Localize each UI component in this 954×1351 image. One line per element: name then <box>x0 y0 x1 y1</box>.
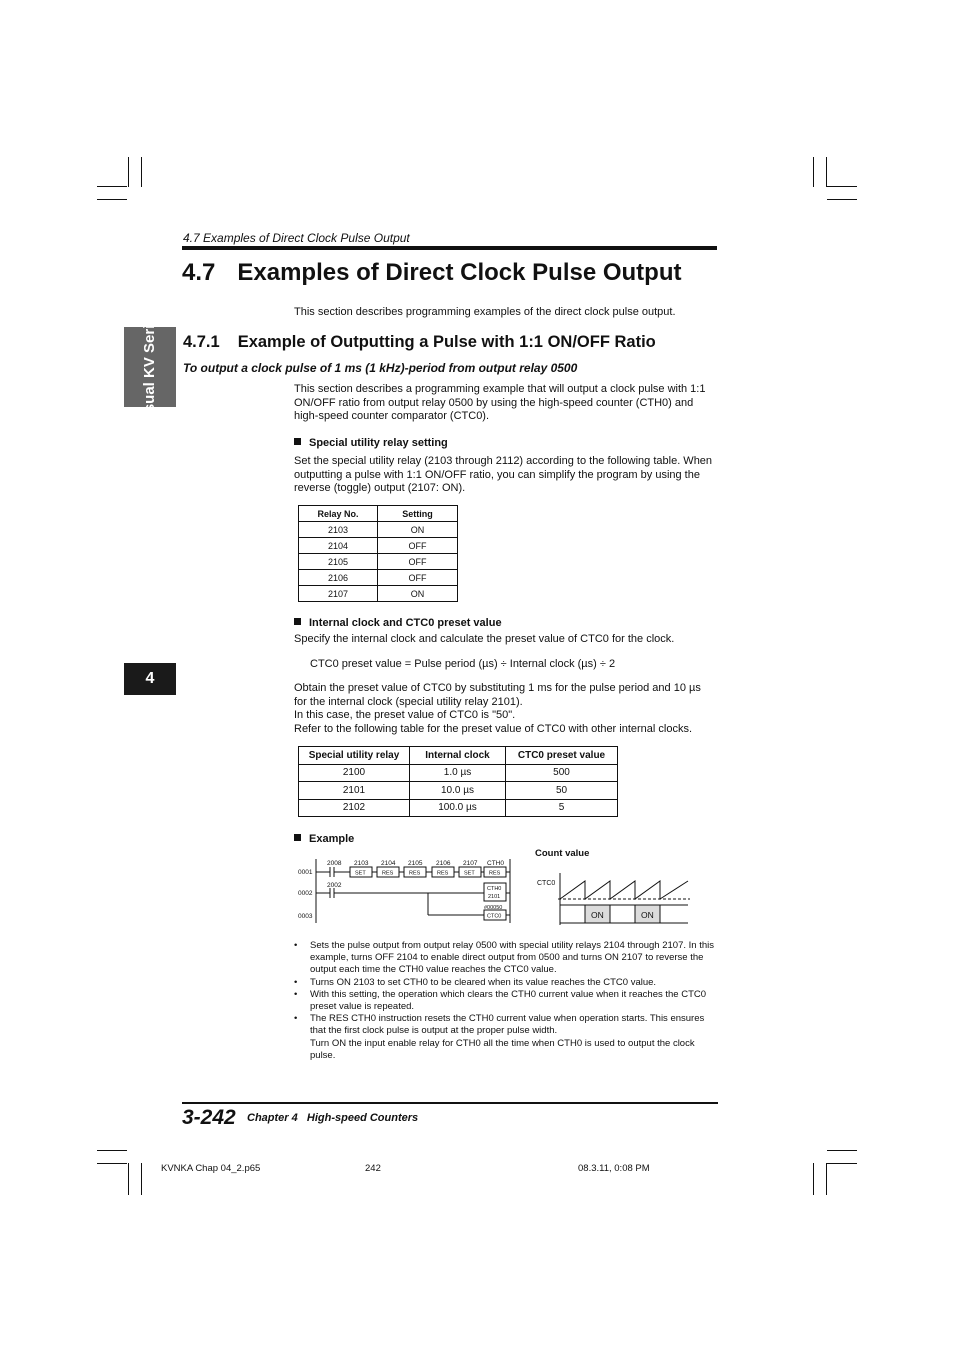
table-header: Internal clock <box>410 747 506 765</box>
footer-rule <box>182 1102 718 1104</box>
table-cell: 50 <box>506 782 618 800</box>
coil-device: 2103 <box>354 860 369 867</box>
section-number: 4.7 <box>182 259 216 286</box>
relay-setting-text: Set the special utility relay (2103 through 2112) according to the following table. When outputting a pulse with 1:1 ON/OFF ratio, you can simplify the program by using the reverse (toggle) output (2107: ON). <box>294 455 713 495</box>
crop-mark <box>128 1163 129 1195</box>
crop-mark <box>97 1150 127 1151</box>
table-cell: 2105 <box>299 554 378 570</box>
contact-label: 2008 <box>327 860 342 867</box>
relay-setting-heading <box>294 437 448 449</box>
table-row <box>299 782 618 800</box>
crop-mark <box>826 157 827 187</box>
clock-table <box>298 746 618 817</box>
counter-clock: 2101 <box>488 894 501 900</box>
slug-date: 08.3.11, 0:08 PM <box>578 1163 650 1174</box>
coil-instruction: SET <box>464 870 475 877</box>
relay-setting-heading-text: Special utility relay setting <box>309 437 448 449</box>
ladder-diagram <box>294 855 519 930</box>
crop-mark <box>827 186 857 187</box>
table-cell: 2104 <box>299 538 378 554</box>
table-header: Special utility relay <box>299 747 410 765</box>
crop-mark <box>827 199 857 200</box>
crop-mark <box>827 1163 857 1164</box>
crop-mark <box>141 1163 142 1195</box>
table-cell: 10.0 µs <box>410 782 506 800</box>
crop-mark <box>97 199 127 200</box>
subsection-title-text: Example of Outputting a Pulse with 1:1 ON/OFF Ratio <box>237 333 656 351</box>
table-cell: 2101 <box>299 782 410 800</box>
header-rule <box>182 246 717 250</box>
list-item: • Sets the pulse output from output relay 0500 with special utility relays 2104 through 2107. In this example, turns OFF 2104 to enable direct output from 0500 and turns ON 2107 to reverse the output each time the CTH0 value reaches the CTC0 value. <box>294 940 719 977</box>
table-header: Relay No. <box>299 506 378 522</box>
list-item: • With this setting, the operation which clears the CTH0 current value when it reaches the CTC0 preset value is repeated. <box>294 989 719 1013</box>
timing-chart <box>530 843 695 925</box>
table-row <box>299 586 458 602</box>
count-value-label: Count value <box>535 848 590 859</box>
coil-device: 2107 <box>463 860 478 867</box>
table-cell: 2100 <box>299 764 410 782</box>
coil-instruction: RES <box>489 870 501 877</box>
square-bullet-icon <box>294 618 301 625</box>
rung-number: 0002 <box>298 890 313 897</box>
list-item: • The RES CTH0 instruction resets the CTH0 current value when operation starts. This ensures that the first clock pulse is output at the proper pulse width. Turn ON the input enable relay for CTH0 all the time when CTH0 is used to output the clock pulse. <box>294 1013 719 1062</box>
list-item: • Turns ON 2103 to set CTH0 to be cleared when its value reaches the CTC0 value. <box>294 977 719 989</box>
example-heading-text: Example <box>309 833 355 845</box>
crop-mark <box>141 157 142 187</box>
crop-mark <box>97 1163 127 1164</box>
section-title: Examples of Direct Clock Pulse Output <box>237 259 682 286</box>
coil-instruction: RES <box>382 870 394 877</box>
page-title <box>182 259 681 287</box>
crop-mark <box>827 1150 857 1151</box>
clock-preset-text: Specify the internal clock and calculate the preset value of CTC0 for the clock. <box>294 633 675 645</box>
counter-label: CTH0 <box>487 886 502 892</box>
subsection-description: This section describes a programming example that will output a clock pulse with 1:1 ON/OFF ratio from output relay 0500 by using the high-speed counter (CTH0) and high-speed counter comparator (CTC0). <box>294 383 706 423</box>
page-number: 3-242 <box>182 1106 236 1129</box>
clock-preset-explanation <box>294 682 719 736</box>
crop-mark <box>826 1163 827 1195</box>
running-head: 4.7 Examples of Direct Clock Pulse Output <box>183 231 410 245</box>
crop-mark <box>813 157 814 187</box>
table-row <box>299 799 618 817</box>
table-row <box>299 554 458 570</box>
series-label: Visual KV Series <box>141 307 158 427</box>
crop-mark <box>128 157 129 187</box>
crop-mark <box>97 186 127 187</box>
coil-instruction: SET <box>355 870 366 877</box>
explanation-line: Refer to the following table for the preset value of CTC0 with other internal clocks. <box>294 722 693 735</box>
contact-label: 2002 <box>327 882 342 889</box>
table-row <box>299 570 458 586</box>
explanation-line: for the internal clock (special utility relay 2101). <box>294 695 523 708</box>
coil-device: 2105 <box>408 860 423 867</box>
coil-device: 2106 <box>436 860 451 867</box>
footer-chapter: Chapter 4 High-speed Counters <box>247 1112 419 1124</box>
table-cell: ON <box>378 586 458 602</box>
italic-heading: To output a clock pulse of 1 ms (1 kHz)-period from output relay 0500 <box>183 361 578 375</box>
square-bullet-icon <box>294 438 301 445</box>
square-bullet-icon <box>294 834 301 841</box>
rung-number: 0003 <box>298 913 313 920</box>
table-header: CTC0 preset value <box>506 747 618 765</box>
table-cell: OFF <box>378 554 458 570</box>
table-cell: 2107 <box>299 586 378 602</box>
subsection-number: 4.7.1 <box>183 333 220 351</box>
comparator-label: CTC0 <box>487 913 502 920</box>
table-cell: 500 <box>506 764 618 782</box>
preset-formula: CTC0 preset value = Pulse period (µs) ÷ Internal clock (µs) ÷ 2 <box>310 658 616 670</box>
slug-page: 242 <box>365 1163 381 1174</box>
table-row <box>299 764 618 782</box>
coil-instruction: RES <box>409 870 421 877</box>
coil-device: CTH0 <box>487 860 504 867</box>
table-cell: OFF <box>378 538 458 554</box>
table-cell: 100.0 µs <box>410 799 506 817</box>
clock-preset-heading-text: Internal clock and CTC0 preset value <box>309 617 502 629</box>
table-cell: 1.0 µs <box>410 764 506 782</box>
crop-mark <box>813 1163 814 1195</box>
table-cell: OFF <box>378 570 458 586</box>
series-side-tab <box>124 307 176 427</box>
intro-text: This section describes programming examples of the direct clock pulse output. <box>294 306 676 318</box>
table-cell: 2103 <box>299 522 378 538</box>
table-cell: 2106 <box>299 570 378 586</box>
chapter-tab: 4 <box>124 663 176 695</box>
comparator-preset: #00050 <box>484 905 503 911</box>
explanation-line: Obtain the preset value of CTC0 by substituting 1 ms for the pulse period and 10 µs <box>294 682 701 694</box>
rung-number: 0001 <box>298 869 313 876</box>
relay-table <box>298 505 458 602</box>
example-heading <box>294 833 354 845</box>
notes-list <box>294 940 719 1062</box>
subsection-title <box>183 333 656 352</box>
table-row <box>299 538 458 554</box>
slug-file: KVNKA Chap 04_2.p65 <box>161 1163 261 1174</box>
on-label: ON <box>591 910 604 920</box>
table-header: Setting <box>378 506 458 522</box>
signal-label: CTC0 <box>537 880 556 887</box>
coil-instruction: RES <box>437 870 449 877</box>
table-cell: 2102 <box>299 799 410 817</box>
on-label: ON <box>641 910 654 920</box>
table-cell: 5 <box>506 799 618 817</box>
table-cell: ON <box>378 522 458 538</box>
coil-device: 2104 <box>381 860 396 867</box>
explanation-line: In this case, the preset value of CTC0 is "50". <box>294 709 516 722</box>
table-row <box>299 522 458 538</box>
clock-preset-heading <box>294 617 502 629</box>
